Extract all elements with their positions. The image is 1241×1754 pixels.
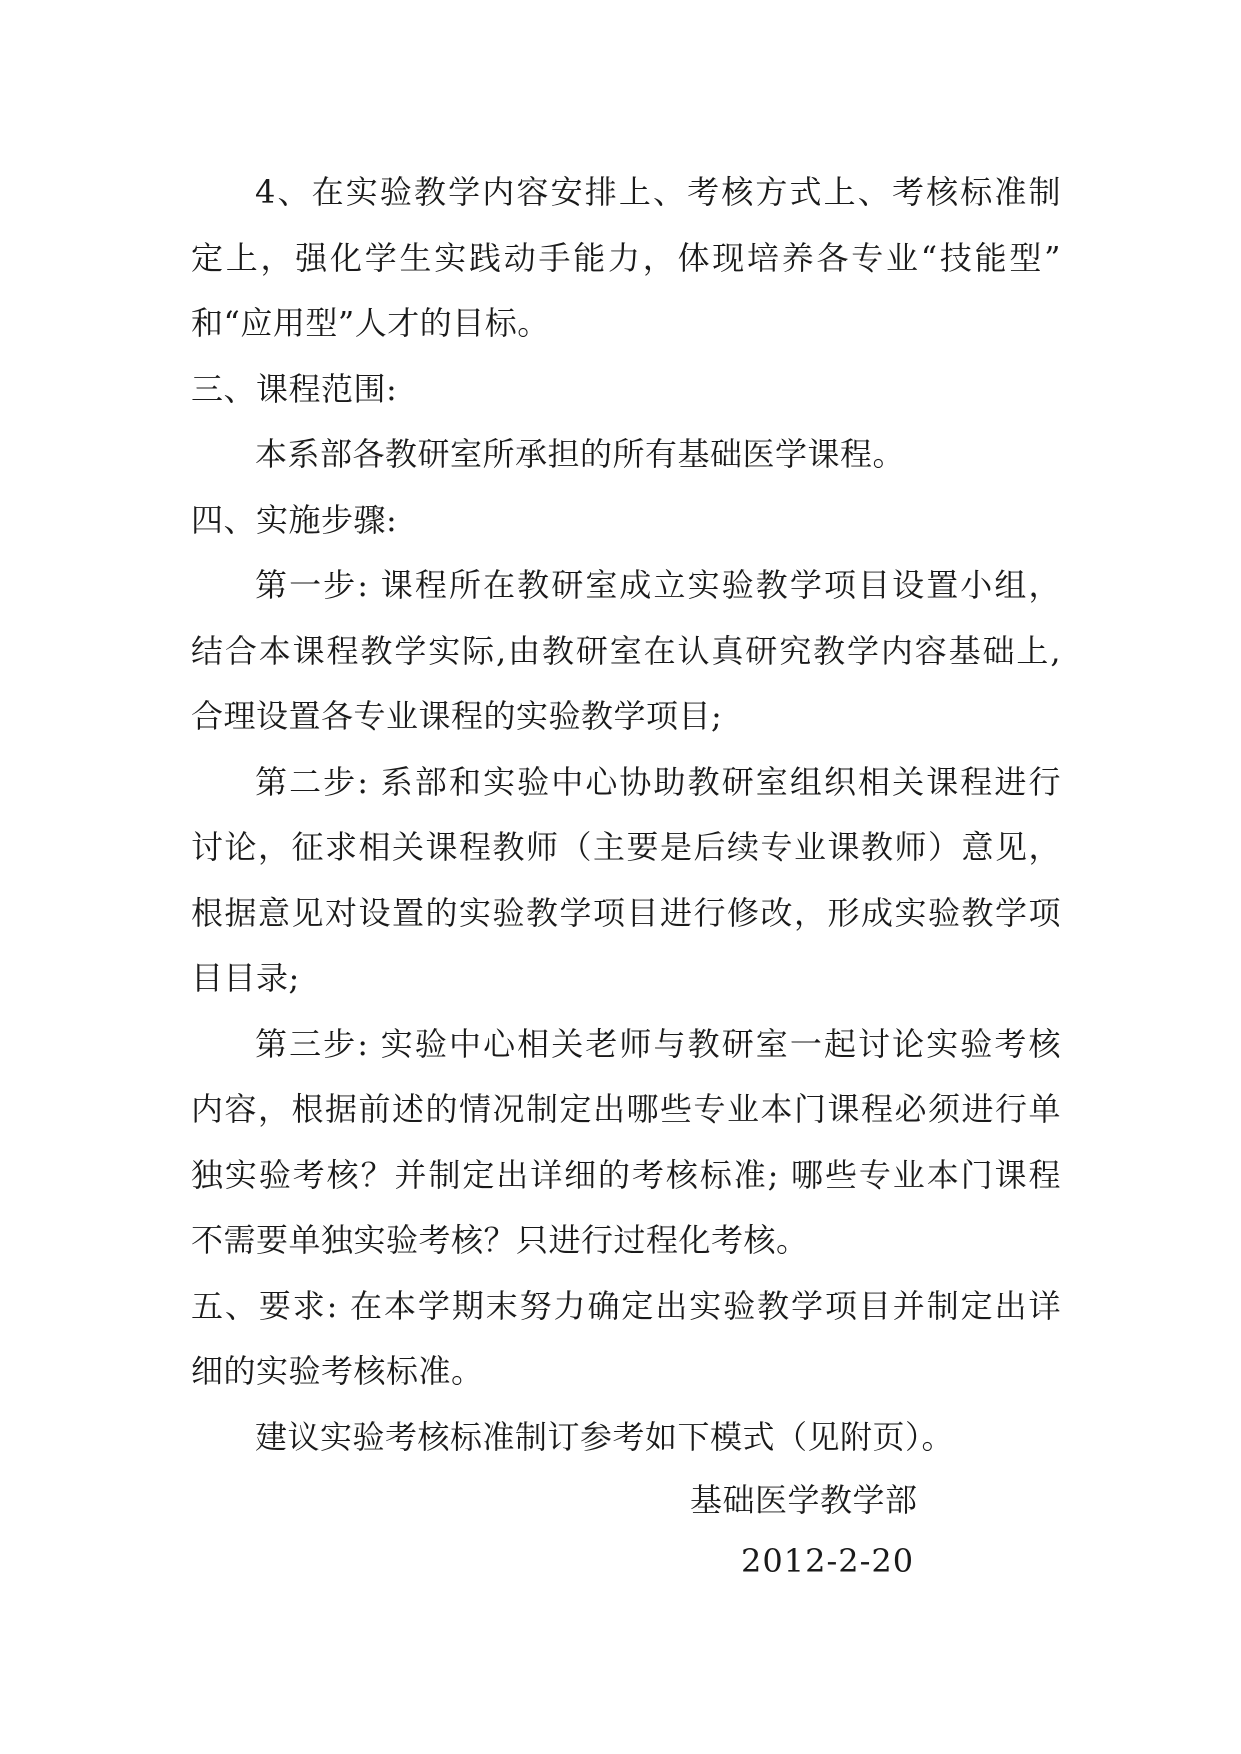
section-3-heading: 三、课程范围: <box>191 369 398 408</box>
step-3-line-2: 内容，根据前述的情况制定出哪些专业本门课程必须进行单 <box>191 1090 1061 1128</box>
item-4-line-1: 4、在实验教学内容安排上、考核方式上、考核标准制 <box>255 173 1061 211</box>
signature-department: 基础医学教学部 <box>690 1481 918 1519</box>
section-5-line-1: 五、要求: 在本学期末努力确定出实验教学项目并制定出详 <box>191 1286 1061 1325</box>
step-1-line-2: 结合本课程教学实际,由教研室在认真研究教学内容基础上, <box>191 631 1061 670</box>
step-3-line-1: 第三步: 实验中心相关老师与教研室一起讨论实验考核 <box>255 1024 1061 1063</box>
section-3-body: 本系部各教研室所承担的所有基础医学课程。 <box>255 435 906 473</box>
signature-date: 2012-2-20 <box>741 1542 915 1580</box>
suggestion-line: 建议实验考核标准制订参考如下模式（见附页）。 <box>255 1417 955 1456</box>
step-2-line-2: 讨论，征求相关课程教师（主要是后续专业课教师）意见， <box>191 828 1061 866</box>
step-3-line-3: 独实验考核？并制定出详细的考核标准; 哪些专业本门课程 <box>191 1155 1061 1194</box>
section-5-line-2: 细的实验考核标准。 <box>191 1352 484 1390</box>
step-1-line-3: 合理设置各专业课程的实验教学项目; <box>191 697 723 735</box>
item-4-line-3: 和“应用型”人才的目标。 <box>191 304 550 342</box>
step-2-line-1: 第二步: 系部和实验中心协助教研室组织相关课程进行 <box>255 762 1061 801</box>
document-body <box>191 160 1061 1470</box>
item-4-line-2: 定上，强化学生实践动手能力，体现培养各专业“技能型” <box>191 238 1061 277</box>
section-4-heading: 四、实施步骤: <box>191 500 398 539</box>
step-2-line-4: 目目录; <box>191 959 300 997</box>
step-1-line-1: 第一步: 课程所在教研室成立实验教学项目设置小组， <box>255 566 1061 604</box>
step-2-line-3: 根据意见对设置的实验教学项目进行修改，形成实验教学项 <box>191 893 1061 932</box>
step-3-line-4: 不需要单独实验考核？只进行过程化考核。 <box>191 1221 809 1259</box>
